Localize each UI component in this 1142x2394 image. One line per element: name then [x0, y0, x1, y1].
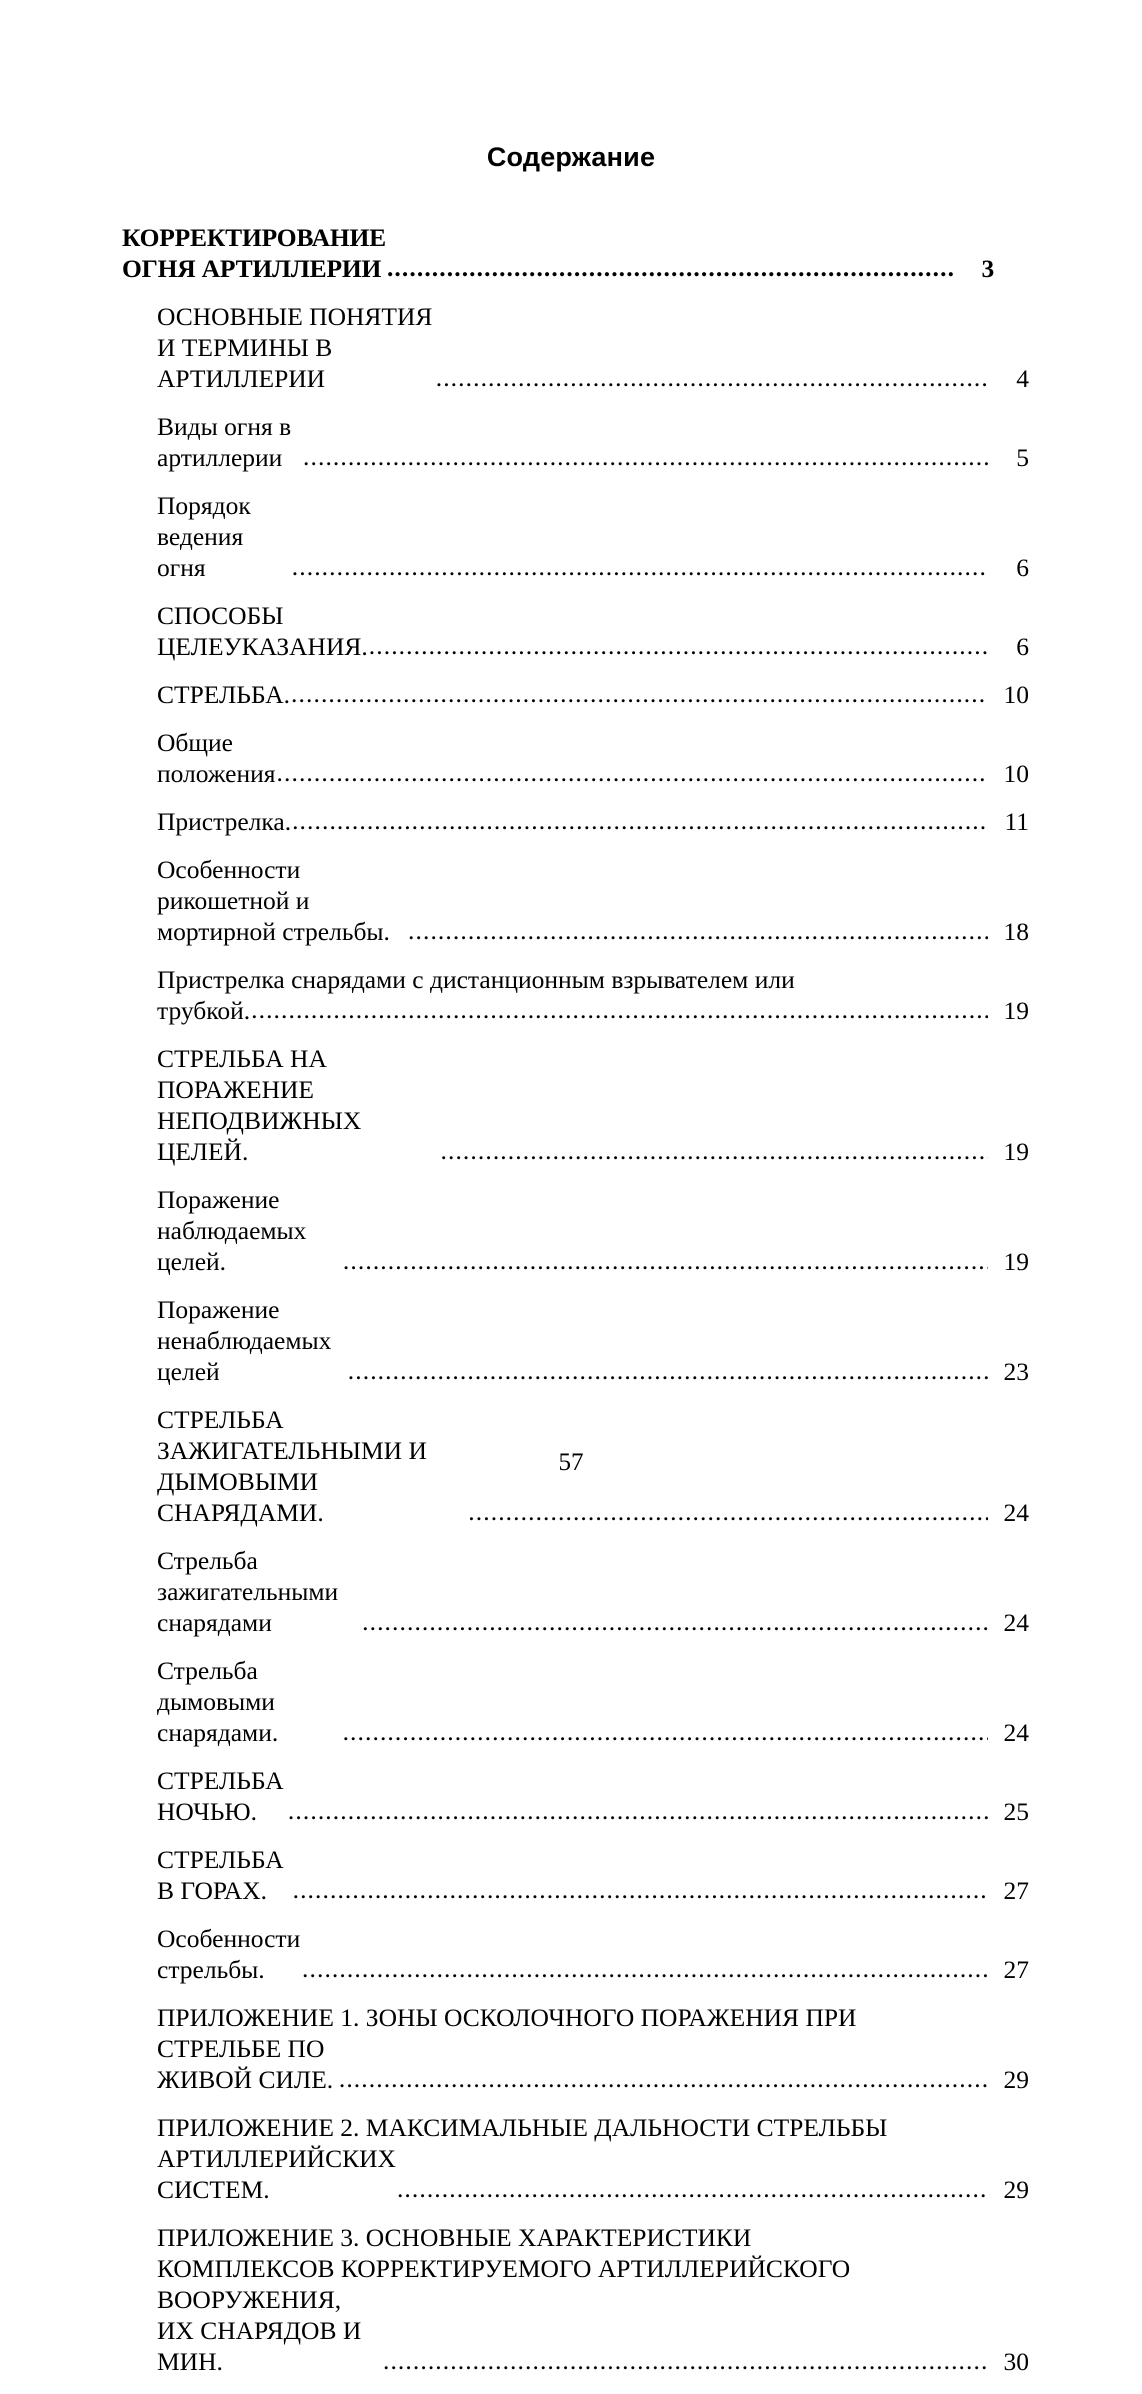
toc-entry-page-number: 23	[1003, 1357, 1029, 1386]
toc-entry-title-line: ПРИЛОЖЕНИЕ 3. ОСНОВНЫЕ ХАРАКТЕРИСТИКИ	[157, 2223, 752, 2252]
toc-entry-line	[157, 1184, 1029, 1277]
toc-entry-title: СТРЕЛЬБА ЗАЖИГАТЕЛЬНЫМИ И ДЫМОВЫМИ СНАРЯДАМИ.	[157, 1405, 434, 1527]
toc-entry-line	[157, 411, 1029, 473]
toc-entry-line	[157, 727, 1029, 789]
toc-entry[interactable]	[122, 222, 994, 284]
toc-dot-leader	[343, 1716, 988, 1747]
toc-entry[interactable]	[157, 411, 1029, 473]
toc-entry-page-number: 19	[1003, 1137, 1029, 1166]
toc-entry-page-number: 6	[1016, 632, 1029, 661]
page-title: Содержание	[486, 142, 656, 172]
toc-entry-line	[157, 1923, 1029, 1985]
toc-entry[interactable]	[157, 2112, 1029, 2205]
toc-entry[interactable]	[157, 1294, 1029, 1387]
toc-entry-page-number: 27	[1003, 1876, 1029, 1905]
toc-entry-title: СТРЕЛЬБА В ГОРАХ.	[157, 1845, 291, 1905]
toc-entry[interactable]	[157, 1184, 1029, 1277]
toc-entry-title: Особенности рикошетной и мортирной стрельбы.	[157, 855, 390, 946]
toc-entry-line	[157, 679, 1029, 710]
toc-entry-title-line: Пристрелка снарядами с дистанционным взрывателем или	[157, 965, 795, 994]
toc-dot-leader	[383, 2345, 988, 2376]
toc-entry-page-number: 29	[1003, 2175, 1029, 2204]
toc-entry[interactable]	[157, 679, 1029, 710]
toc-dot-leader	[303, 441, 988, 472]
toc-entry[interactable]	[157, 1923, 1029, 1985]
toc-entry-line	[157, 1655, 1029, 1748]
toc-entry-page-number: 3	[981, 254, 994, 283]
toc-entry-title: СТРЕЛЬБА НА ПОРАЖЕНИЕ НЕПОДВИЖНЫХ ЦЕЛЕЙ.	[157, 1044, 368, 1166]
toc-entry-line	[157, 2284, 1029, 2377]
toc-entry-title: Стрельба дымовыми снарядами.	[157, 1656, 285, 1747]
toc-entry[interactable]	[157, 1844, 1029, 1906]
toc-entry-page-number: 25	[1003, 1797, 1029, 1826]
toc-entry-line	[157, 995, 1029, 1026]
toc-entry-page-number: 10	[1003, 680, 1029, 709]
toc-entry-page-number: 10	[1003, 759, 1029, 788]
toc-entry-page-number: 24	[1003, 1498, 1029, 1527]
toc-entry-title: Поражение наблюдаемых целей.	[157, 1185, 313, 1276]
toc-entry-line	[157, 854, 1029, 947]
toc-entry-page-number: 5	[1016, 443, 1029, 472]
toc-entry-page-number: 29	[1003, 2065, 1029, 2094]
toc-entry[interactable]	[157, 1655, 1029, 1748]
toc-dot-leader	[362, 1606, 988, 1637]
toc-entry-line	[157, 301, 1029, 394]
toc-dot-leader	[348, 1355, 988, 1386]
toc-entry-title: СТРЕЛЬБА.	[157, 680, 291, 709]
toc-dot-leader	[441, 1135, 989, 1166]
toc-entry[interactable]	[157, 727, 1029, 789]
toc-entry-title: Порядок ведения огня	[157, 491, 258, 582]
toc-entry[interactable]	[157, 301, 1029, 394]
toc-entry-title-line: КОМПЛЕКСОВ КОРРЕКТИРУЕМОГО АРТИЛЛЕРИЙСКОГО	[157, 2254, 851, 2283]
toc-entry-title: КОРРЕКТИРОВАНИЕ ОГНЯ АРТИЛЛЕРИИ	[122, 223, 393, 283]
toc-dot-leader	[277, 757, 988, 788]
toc-entry-page-number: 6	[1016, 553, 1029, 582]
toc-dot-leader	[387, 252, 953, 283]
toc-dot-leader	[436, 362, 988, 393]
toc-dot-leader	[292, 805, 988, 836]
toc-entry-line	[157, 1043, 1029, 1167]
toc-entry-title: ОСНОВНЫЕ ПОНЯТИЯ И ТЕРМИНЫ В АРТИЛЛЕРИИ	[157, 302, 439, 393]
toc-entry-line	[157, 1294, 1029, 1387]
toc-entry-title: АРТИЛЛЕРИЙСКИХ СИСТЕМ.	[157, 2144, 403, 2204]
toc-entry[interactable]	[157, 2222, 1029, 2377]
toc-entry-line	[157, 806, 1029, 837]
toc-entry-title: Общие положения	[157, 728, 276, 788]
toc-entry-line	[157, 490, 1029, 583]
toc-entry-title: Поражение ненаблюдаемых целей	[157, 1295, 338, 1386]
toc-entry[interactable]	[157, 1765, 1029, 1827]
toc-entry[interactable]	[157, 854, 1029, 947]
toc-entry-title: Особенности стрельбы.	[157, 1924, 307, 1984]
toc-entry-page-number: 30	[1003, 2347, 1029, 2376]
toc-dot-leader	[468, 1496, 988, 1527]
toc-entry-line	[157, 600, 1029, 662]
toc-entry-line	[157, 1844, 1029, 1906]
toc-entry[interactable]	[157, 1043, 1029, 1167]
toc-entry-page-number: 19	[1003, 1247, 1029, 1276]
toc-entry-title: Виды огня в артиллерии	[157, 412, 298, 472]
toc-dot-leader	[397, 2173, 988, 2204]
toc-entry[interactable]	[157, 490, 1029, 583]
toc-entry-title: СПОСОБЫ ЦЕЛЕУКАЗАНИЯ.	[157, 601, 375, 661]
toc-entry[interactable]	[157, 806, 1029, 837]
toc-dot-leader	[293, 1874, 988, 1905]
toc-entry-line	[122, 222, 994, 284]
toc-entry-title: Пристрелка.	[157, 807, 292, 836]
toc-entry-title: СТРЕЛЬБА НОЧЬЮ.	[157, 1766, 291, 1826]
footer-page-number: 57	[558, 1449, 584, 1476]
toc-entry-page-number: 18	[1003, 917, 1029, 946]
table-of-contents	[122, 222, 1029, 2394]
toc-dot-leader	[339, 2063, 988, 2094]
toc-entry-page-number: 24	[1003, 1718, 1029, 1747]
toc-entry-title: трубкой.	[157, 996, 251, 1025]
toc-entry-title-line: ПРИЛОЖЕНИЕ 1. ЗОНЫ ОСКОЛОЧНОГО ПОРАЖЕНИЯ ПРИ	[157, 2003, 857, 2032]
toc-dot-leader	[288, 1795, 988, 1826]
toc-entry-page-number: 19	[1003, 996, 1029, 1025]
toc-entry-page-number: 11	[1004, 807, 1029, 836]
toc-entry-title: Стрельба зажигательными снарядами	[157, 1546, 345, 1637]
toc-entry[interactable]	[157, 964, 1029, 1026]
toc-entry-line	[157, 1545, 1029, 1638]
toc-entry-line	[157, 1765, 1029, 1827]
toc-entry-title: СТРЕЛЬБЕ ПО ЖИВОЙ СИЛЕ.	[157, 2034, 334, 2094]
toc-entry-line	[157, 2033, 1029, 2095]
toc-entry[interactable]	[157, 1545, 1029, 1638]
toc-dot-leader	[343, 1245, 988, 1276]
toc-entry-page-number: 24	[1003, 1608, 1029, 1637]
toc-entry[interactable]	[157, 2002, 1029, 2095]
toc-dot-leader	[291, 678, 988, 709]
toc-dot-leader	[302, 1953, 988, 1984]
toc-entry-title: ВООРУЖЕНИЯ, ИХ СНАРЯДОВ И МИН.	[157, 2285, 368, 2376]
toc-entry-line	[157, 2143, 1029, 2205]
toc-entry-title-line: ПРИЛОЖЕНИЕ 2. МАКСИМАЛЬНЫЕ ДАЛЬНОСТИ СТРЕЛЬБЫ	[157, 2113, 888, 2142]
toc-dot-leader	[369, 630, 988, 661]
toc-dot-leader	[292, 551, 988, 582]
toc-dot-leader	[408, 915, 988, 946]
toc-dot-leader	[251, 994, 988, 1025]
toc-entry-page-number: 27	[1003, 1955, 1029, 1984]
toc-entry-page-number: 4	[1016, 364, 1029, 393]
toc-entry[interactable]	[157, 600, 1029, 662]
